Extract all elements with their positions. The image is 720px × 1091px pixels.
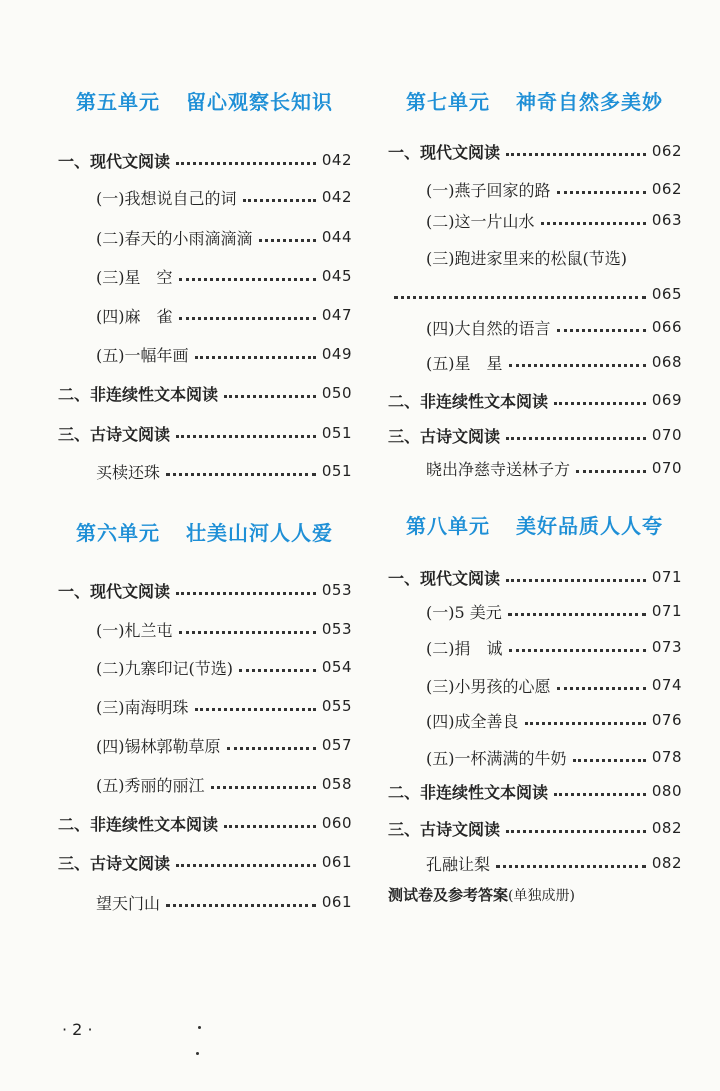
dot-leader bbox=[557, 329, 646, 332]
toc-entry-label: (五)秀丽的丽江 bbox=[96, 775, 205, 795]
toc-entry-label: 孔融让梨 bbox=[426, 854, 491, 874]
toc-entry-label: 一、现代文阅读 bbox=[388, 568, 501, 588]
toc-entry-row[interactable] bbox=[388, 349, 682, 375]
unit-theme: 美好品质人人夸 bbox=[516, 514, 663, 538]
toc-page-number: 058 bbox=[321, 775, 352, 793]
dot-leader bbox=[179, 317, 316, 320]
print-speck bbox=[198, 1026, 201, 1029]
toc-entry-row[interactable] bbox=[58, 616, 352, 642]
unit-number: 第六单元 bbox=[76, 521, 160, 545]
toc-entry-row[interactable] bbox=[58, 458, 352, 484]
toc-page-number: 070 bbox=[651, 459, 682, 477]
toc-entry-row[interactable] bbox=[388, 455, 682, 481]
unit-title-5 bbox=[76, 86, 333, 115]
dot-leader bbox=[176, 592, 316, 595]
unit-theme: 留心观察长知识 bbox=[186, 90, 333, 114]
toc-entry-label: (四)大自然的语言 bbox=[426, 318, 551, 338]
dot-leader bbox=[557, 687, 646, 690]
toc-entry-row[interactable] bbox=[388, 244, 682, 270]
toc-entry-label: (一)燕子回家的路 bbox=[426, 180, 551, 200]
toc-section-row[interactable] bbox=[388, 778, 682, 804]
toc-section-row[interactable] bbox=[58, 577, 352, 603]
toc-entry-row[interactable] bbox=[388, 314, 682, 340]
dot-leader bbox=[509, 649, 646, 652]
toc-page-number: 068 bbox=[651, 353, 682, 371]
toc-page-number: 045 bbox=[321, 267, 352, 285]
toc-entry-label: (四)成全善良 bbox=[426, 711, 519, 731]
dot-leader bbox=[176, 435, 316, 438]
dot-leader bbox=[554, 793, 646, 796]
toc-page-number: 057 bbox=[321, 736, 352, 754]
toc-entry-row[interactable] bbox=[388, 634, 682, 660]
toc-entry-label: 晓出净慈寺送林子方 bbox=[426, 459, 571, 479]
toc-entry-label: 一、现代文阅读 bbox=[58, 581, 171, 601]
dot-leader bbox=[573, 759, 646, 762]
toc-section-row[interactable] bbox=[388, 422, 682, 448]
toc-entry-label: (一)5 美元 bbox=[426, 602, 502, 622]
closing-text: 测试卷及参考答案 bbox=[388, 886, 509, 904]
unit-number: 第五单元 bbox=[76, 90, 160, 114]
toc-entry-row[interactable] bbox=[388, 744, 682, 770]
toc-entry-row[interactable] bbox=[58, 302, 352, 328]
toc-page-number: 076 bbox=[651, 711, 682, 729]
dot-leader bbox=[179, 278, 316, 281]
toc-entry-label: 三、古诗文阅读 bbox=[388, 426, 501, 446]
toc-entry-label: (三)南海明珠 bbox=[96, 697, 189, 717]
dot-leader bbox=[525, 722, 646, 725]
dot-leader bbox=[211, 786, 316, 789]
toc-section-row[interactable] bbox=[388, 564, 682, 590]
toc-entry-label: 二、非连续性文本阅读 bbox=[388, 391, 549, 411]
toc-page-number: 047 bbox=[321, 306, 352, 324]
dot-leader bbox=[541, 222, 646, 225]
dot-leader bbox=[259, 239, 316, 242]
toc-entry-label: (四)锡林郭勒草原 bbox=[96, 736, 221, 756]
toc-section-row[interactable] bbox=[58, 147, 352, 173]
toc-page-number: 065 bbox=[651, 285, 682, 303]
dot-leader bbox=[176, 864, 316, 867]
toc-entry-label: (二)春天的小雨滴滴滴 bbox=[96, 228, 253, 248]
toc-page-number: 082 bbox=[651, 819, 682, 837]
toc-page-number: 049 bbox=[321, 345, 352, 363]
dot-leader bbox=[224, 825, 316, 828]
dot-leader bbox=[506, 437, 646, 440]
toc-page-number: 053 bbox=[321, 620, 352, 638]
toc-page-number: 063 bbox=[651, 211, 682, 229]
toc-page-number: 062 bbox=[651, 142, 682, 160]
toc-page-number: 054 bbox=[321, 658, 352, 676]
toc-entry-label: (一)札兰屯 bbox=[96, 620, 173, 640]
toc-entry-row[interactable] bbox=[58, 263, 352, 289]
toc-page-number: 060 bbox=[321, 814, 352, 832]
toc-entry-label: (三)星 空 bbox=[96, 267, 173, 287]
toc-page-number: 074 bbox=[651, 676, 682, 694]
toc-page-number: 071 bbox=[651, 568, 682, 586]
toc-page-number: 042 bbox=[321, 188, 352, 206]
dot-leader bbox=[179, 631, 316, 634]
toc-entry-row[interactable] bbox=[388, 707, 682, 733]
toc-section-row[interactable] bbox=[388, 387, 682, 413]
toc-entry-label: 三、古诗文阅读 bbox=[58, 853, 171, 873]
toc-page-number: 050 bbox=[321, 384, 352, 402]
toc-page-number: 078 bbox=[651, 748, 682, 766]
toc-page-number: 053 bbox=[321, 581, 352, 599]
toc-entry-label: (二)九寨印记(节选) bbox=[96, 658, 233, 678]
toc-entry-row[interactable] bbox=[58, 732, 352, 758]
unit-number: 第七单元 bbox=[406, 90, 490, 114]
dot-leader bbox=[166, 904, 316, 907]
unit-title-6 bbox=[76, 517, 333, 546]
unit-title-8 bbox=[406, 510, 663, 539]
toc-entry-label: (五)一杯满满的牛奶 bbox=[426, 748, 567, 768]
dot-leader bbox=[508, 613, 646, 616]
toc-section-row[interactable] bbox=[58, 849, 352, 875]
toc-entry-label: (五)星 星 bbox=[426, 353, 503, 373]
unit-number: 第八单元 bbox=[406, 514, 490, 538]
toc-entry-row[interactable] bbox=[58, 184, 352, 210]
dot-leader bbox=[394, 296, 646, 299]
toc-entry-row[interactable] bbox=[58, 341, 352, 367]
unit-theme: 神奇自然多美妙 bbox=[516, 90, 663, 114]
toc-section-row[interactable] bbox=[58, 420, 352, 446]
dot-leader bbox=[496, 865, 646, 868]
toc-entry-row[interactable] bbox=[388, 207, 682, 233]
toc-page-number: 080 bbox=[651, 782, 682, 800]
toc-section-row[interactable] bbox=[58, 380, 352, 406]
toc-page-number: 071 bbox=[651, 602, 682, 620]
closing-paren: (单独成册) bbox=[508, 888, 575, 904]
dot-leader bbox=[557, 191, 646, 194]
toc-entry-label: (一)我想说自己的词 bbox=[96, 188, 237, 208]
toc-entry-row[interactable] bbox=[388, 598, 682, 624]
dot-leader bbox=[224, 395, 316, 398]
toc-section-row[interactable] bbox=[58, 810, 352, 836]
dot-leader bbox=[576, 470, 646, 473]
toc-page-number: 066 bbox=[651, 318, 682, 336]
dot-leader bbox=[176, 162, 316, 165]
dot-leader bbox=[506, 579, 646, 582]
dot-leader bbox=[554, 402, 646, 405]
toc-entry-row[interactable] bbox=[58, 889, 352, 915]
toc-entry-label: (四)麻 雀 bbox=[96, 306, 173, 326]
toc-entry-label: 三、古诗文阅读 bbox=[58, 424, 171, 444]
dot-leader bbox=[227, 747, 316, 750]
toc-entry-label: 买椟还珠 bbox=[96, 462, 161, 482]
toc-entry-label: (三)小男孩的心愿 bbox=[426, 676, 551, 696]
toc-page-number: 070 bbox=[651, 426, 682, 444]
toc-entry-row[interactable] bbox=[58, 693, 352, 719]
dot-leader bbox=[239, 669, 316, 672]
dot-leader bbox=[506, 830, 646, 833]
toc-page-number: 069 bbox=[651, 391, 682, 409]
toc-entry-label: (二)捐 诚 bbox=[426, 638, 503, 658]
toc-entry-label: (五)一幅年画 bbox=[96, 345, 189, 365]
dot-leader bbox=[195, 708, 316, 711]
toc-section-row[interactable] bbox=[388, 138, 682, 164]
toc-entry-row[interactable] bbox=[388, 850, 682, 876]
toc-page-number: 062 bbox=[651, 180, 682, 198]
unit-title-7 bbox=[406, 86, 663, 115]
toc-page-number: 082 bbox=[651, 854, 682, 872]
toc-page-number: 044 bbox=[321, 228, 352, 246]
toc-entry-label: (三)跑进家里来的松鼠(节选) bbox=[426, 248, 627, 268]
toc-entry-row[interactable] bbox=[58, 224, 352, 250]
toc-entry-label: 望天门山 bbox=[96, 893, 161, 913]
toc-entry-label: 一、现代文阅读 bbox=[388, 142, 501, 162]
unit-theme: 壮美山河人人爱 bbox=[186, 521, 333, 545]
page-number: · 2 · bbox=[62, 1020, 93, 1039]
dot-leader bbox=[195, 356, 316, 359]
toc-section-row[interactable] bbox=[388, 815, 682, 841]
test-papers-note bbox=[388, 884, 575, 905]
dot-leader bbox=[509, 364, 646, 367]
toc-page-number: 042 bbox=[321, 151, 352, 169]
toc-entry-label: 一、现代文阅读 bbox=[58, 151, 171, 171]
toc-entry-row[interactable] bbox=[388, 281, 682, 307]
toc-entry-row[interactable] bbox=[58, 771, 352, 797]
print-speck bbox=[196, 1052, 199, 1055]
toc-entry-row[interactable] bbox=[58, 654, 352, 680]
dot-leader bbox=[166, 473, 316, 476]
toc-entry-label: 二、非连续性文本阅读 bbox=[58, 814, 219, 834]
toc-entry-label: (二)这一片山水 bbox=[426, 211, 535, 231]
dot-leader bbox=[243, 199, 316, 202]
toc-page-number: 055 bbox=[321, 697, 352, 715]
toc-entry-row[interactable] bbox=[388, 176, 682, 202]
toc-page-number: 051 bbox=[321, 424, 352, 442]
toc-entry-label: 三、古诗文阅读 bbox=[388, 819, 501, 839]
toc-page-number: 051 bbox=[321, 462, 352, 480]
toc-entry-label: 二、非连续性文本阅读 bbox=[388, 782, 549, 802]
toc-entry-row[interactable] bbox=[388, 672, 682, 698]
dot-leader bbox=[506, 153, 646, 156]
toc-entry-label: 二、非连续性文本阅读 bbox=[58, 384, 219, 404]
toc-page-number: 061 bbox=[321, 853, 352, 871]
toc-page-number: 073 bbox=[651, 638, 682, 656]
toc-page-number: 061 bbox=[321, 893, 352, 911]
